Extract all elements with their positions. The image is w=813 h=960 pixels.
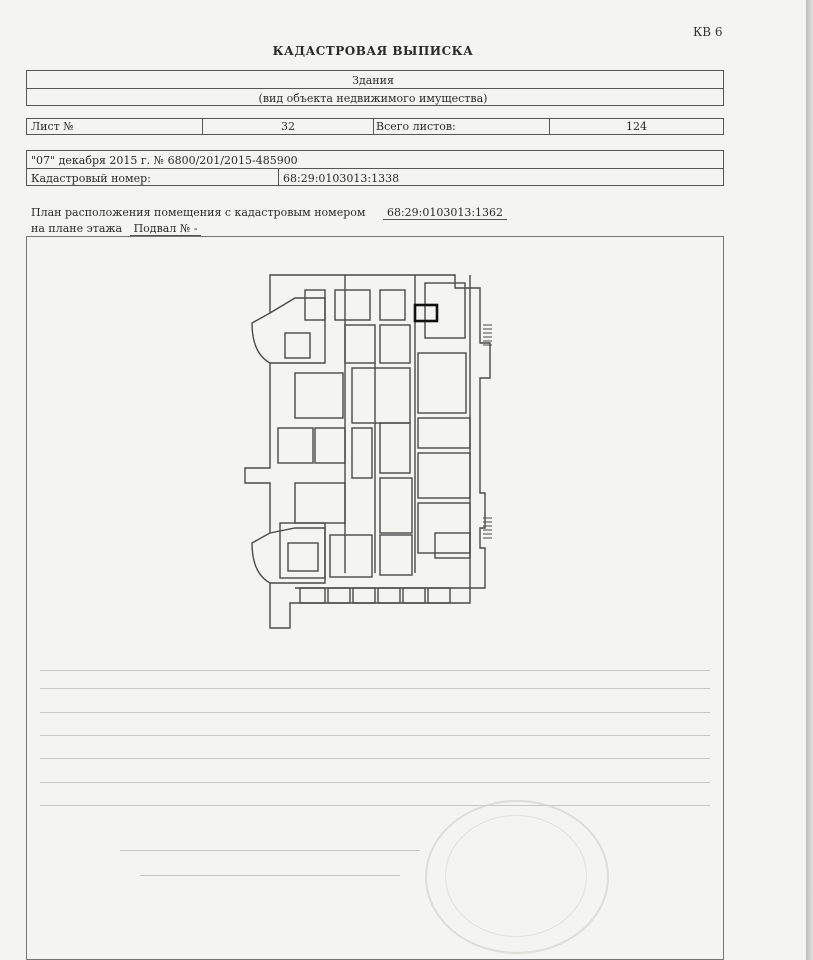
highlighted-room	[415, 305, 437, 321]
plan-caption	[31, 206, 507, 219]
total-sheets: 124	[626, 120, 647, 133]
room-number: 68:29:0103013:1362	[383, 206, 507, 220]
registration-line: "07" декабря 2015 г. № 6800/201/2015-485900	[31, 154, 298, 167]
sheet-label: Лист №	[31, 120, 74, 133]
plan-caption-prefix: План расположения помещения с кадастровым номером	[31, 206, 366, 219]
floor-caption	[31, 222, 201, 235]
document-title: КАДАСТРОВАЯ ВЫПИСКА	[272, 44, 474, 58]
cadastral-number: 68:29:0103013:1338	[283, 172, 400, 185]
page-edge	[806, 0, 813, 960]
sheet-number: 32	[281, 120, 295, 133]
form-code: КВ 6	[693, 25, 723, 39]
floor-prefix: на плане этажа	[31, 222, 123, 235]
object-type-value: Здания	[352, 74, 394, 87]
floor-value: Подвал № -	[130, 222, 202, 236]
cadastral-label: Кадастровый номер:	[31, 172, 151, 185]
total-sheets-label: Всего листов:	[376, 120, 456, 133]
object-type-caption: (вид объекта недвижимого имущества)	[258, 92, 488, 105]
floor-plan-drawing	[240, 243, 510, 633]
